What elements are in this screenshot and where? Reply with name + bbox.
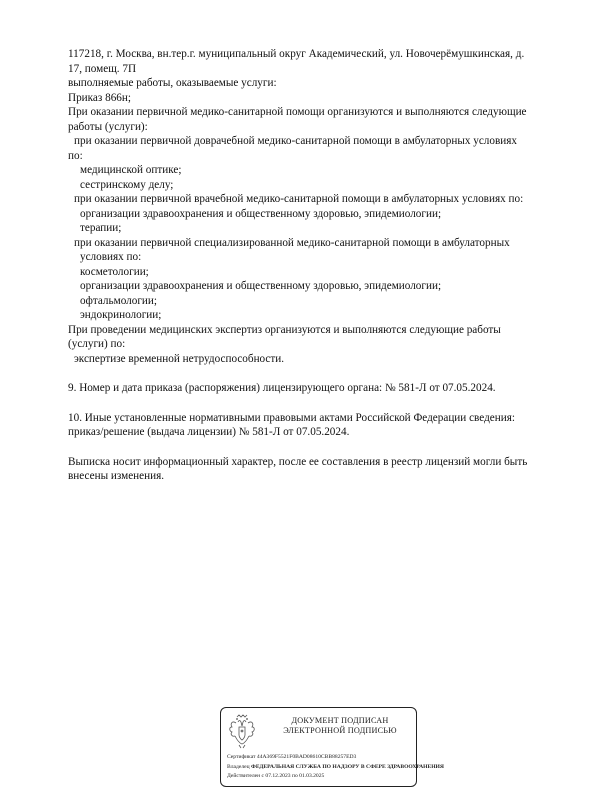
document-body [68, 47, 573, 484]
certificate-row [227, 753, 467, 763]
stamp-title [265, 716, 415, 736]
works-heading: выполняемые работы, оказываемые услуги: [68, 77, 277, 89]
service-item: экспертизе временной нетрудоспособности. [74, 352, 285, 365]
address-line-1: 117218, г. Москва, вн.тер.г. муниципальный округ Академический, ул. Новочерёмушкинская, д. [68, 48, 525, 60]
expertise-heading-1: При проведении медицинских экспертиз организуются и выполняются следующие работы [68, 323, 501, 336]
stamp-details [227, 753, 467, 782]
prephysician-care-line-2: по: [68, 149, 83, 162]
electronic-signature-stamp [220, 707, 444, 787]
spacer [68, 440, 573, 455]
service-item: косметологии; [80, 265, 149, 278]
service-item: сестринскому делу; [80, 178, 174, 191]
item-10-line-1: 10. Иные установленные нормативными правовыми актами Российской Федерации сведения: [68, 411, 515, 424]
stamp-title-line-1: ДОКУМЕНТ ПОДПИСАН [291, 716, 389, 725]
disclaimer-line-2: внесены изменения. [68, 470, 165, 482]
item-10-line-2: приказ/решение (выдача лицензии) № 581-Л от 07.05.2024. [68, 426, 350, 438]
address-line-2: 17, помещ. 7П [68, 62, 137, 75]
service-item: медицинской оптике; [80, 164, 182, 176]
service-item: офтальмологии; [80, 294, 157, 307]
order-reference: Приказ 866н; [68, 91, 131, 104]
service-item: организации здравоохранения и общественному здоровью, эпидемиологии; [80, 207, 442, 220]
primary-care-heading-1: При оказании первичной медико-санитарной помощи организуются и выполняются следующие [68, 106, 527, 118]
spacer [68, 396, 573, 411]
certificate-number: 44A369F5521F0BAD08610CBB88257ED3 [256, 754, 357, 760]
specialized-care-line-1: при оказании первичной специализированной медико-санитарной помощи в амбулаторных [74, 236, 510, 249]
service-item: эндокринологии; [80, 309, 162, 321]
validity-period: Действителен с 07.12.2023 по 01.03.2025 [227, 773, 325, 779]
owner-label: Владелец [227, 763, 250, 770]
physician-care-line: при оказании первичной врачебной медико-санитарной помощи в амбулаторных условиях по: [74, 193, 524, 205]
russian-coat-of-arms-icon [227, 713, 257, 751]
specialized-care-line-2: условиях по: [80, 251, 142, 263]
service-item: организации здравоохранения и общественному здоровью, эпидемиологии; [80, 280, 442, 292]
disclaimer-line-1: Выписка носит информационный характер, после ее составления в реестр лицензий могли быть [68, 455, 528, 468]
stamp-title-line-2: ЭЛЕКТРОННОЙ ПОДПИСЬЮ [283, 726, 397, 735]
spacer [68, 366, 573, 381]
item-9: 9. Номер и дата приказа (распоряжения) лицензирующего органа: № 581-Л от 07.05.2024. [68, 382, 496, 394]
expertise-heading-2: (услуги) по: [68, 338, 126, 350]
owner-row [227, 763, 467, 773]
primary-care-heading-2: работы (услуги): [68, 120, 148, 133]
prephysician-care-line-1: при оказании первичной доврачебной медико-санитарной помощи в амбулаторных условиях [74, 135, 517, 147]
certificate-label: Сертификат [227, 754, 256, 760]
service-item: терапии; [80, 222, 122, 234]
owner-name: ФЕДЕРАЛЬНАЯ СЛУЖБА ПО НАДЗОРУ В СФЕРЕ ЗДРАВООХРАНЕНИЯ [251, 763, 444, 770]
